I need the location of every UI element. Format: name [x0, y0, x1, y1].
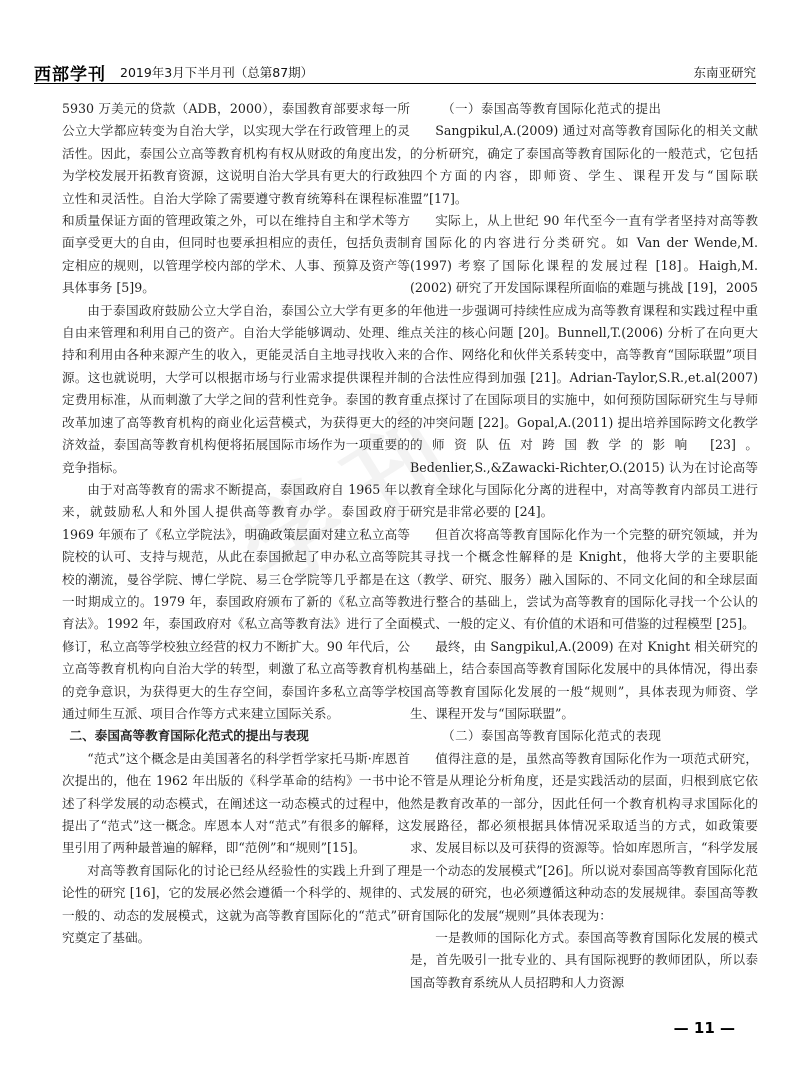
paragraph: “范式”这个概念是由美国著名的科学哲学家托马斯·库恩首次提出的，他在 1962 年出版的《科学革命的结构》一书中论述了科学发展的动态模式，在阐述这一动态模式的过程中，他提出了“范式”这一概念。库恩本人对“范式”有很多的解释，这里引用了两种最普遍的解释，即“范例”和“规则”[15]。 — [62, 750, 410, 856]
left-column — [62, 98, 410, 949]
section-name: 东南亚研究 — [693, 65, 756, 80]
paragraph: 值得注意的是，虽然高等教育国际化作为一项范式研究，不管是从理论分析角度，还是实践活动的层面，归根到底它依然是教育改革的一部分，因此任何一个教育机构寻求国际化的发展路径，都必须根据具体情况采取适当的方式，如政策要求、发展目标以及可获得的资源等。恰如库恩所言，“科学发展是一个动态的发展模式”[26]。所以说对泰国高等教育国际化范式发展的研究，也必须遵循这种动态的发展规律。泰国高等教育国际化的发展“规则”具体表现为： — [410, 750, 758, 923]
paragraph: Sangpikul,A.(2009) 通过对高等教育国际化的相关文献的分析研究，确定了泰国高等教育国际化的一般范式，它包括四个方面的内容，即师资、学生、课程开发与“国际联盟”[17]。 — [410, 123, 758, 206]
subsection-heading: （二）泰国高等教育国际化范式的表现 — [442, 728, 662, 744]
paragraph: 5930 万美元的贷款（ADB，2000），泰国教育部要求每一所公立大学都应转变为自治大学，以实现大学在行政管理上的灵活性。因此，泰国公立高等教育机构有权从财政的角度出发，为学校发展开拓教育资源，这说明自治大学具有更大的行政独立性和灵活性。自治大学除了需要遵守教育统筹科在课程标准和质量保证方面的管理政策之外，可以在维持自主和学术等方面享受更大的自由，但同时也要承担相应的责任，包括负责制定相应的规则，以管理学校内部的学术、人事、预算及资产等具体事务 [5]9。 — [62, 101, 410, 296]
header-rule — [34, 83, 756, 84]
subsection-heading: （一）泰国高等教育国际化范式的提出 — [442, 101, 662, 116]
paragraph: 对高等教育国际化的讨论已经从经验性的实践上升到了理论性的研究 [16]，它的发展必然会遵循一个科学的、规律的、一般的、动态的发展模式，这就为高等教育国际化的“范式”研究奠定了基础。 — [62, 862, 410, 946]
paragraph: 最终，由 Sangpikul,A.(2009) 在对 Knight 相关研究的基础上，结合泰国高等教育国际化发展中的具体情况，得出泰国高等教育国际化发展的一般“规则”，具体表现为师资、学生、课程开发与“国际联盟”。 — [410, 638, 758, 721]
paragraph: 由于对高等教育的需求不断提高，泰国政府自 1965 年以来，就鼓励私人和外国人提供高等教育办学。泰国政府于 1969 年颁布了《私立学院法》，明确政策层面对建立私立高等院校的认可、支持与规范，从此在泰国掀起了申办私立高等院校的潮流，曼谷学院、博仁学院、易三仓学院等几乎都是在这一时期成立的。1979 年，泰国政府颁布了新的《私立高等教育法》。1992 年，泰国政府对《私立高等教育法》进行了全面修订，私立高等学校独立经营的权力不断扩大。90 年代后，公立高等教育机构向自治大学的转型，刺激了私立高等教育机构的竞争意识，为获得更大的生存空间，泰国许多私立高等学校通过师生互派、项目合作等方式来建立国际关系。 — [62, 481, 410, 721]
paragraph: 一是教师的国际化方式。泰国高等教育国际化发展的模式是，首先吸引一批专业的、具有国际视野的教师团队，所以泰国高等教育系统从人员招聘和人力资源 — [410, 930, 758, 990]
page-number: — 11 — — [673, 1019, 735, 1037]
paragraph: 由于泰国政府鼓励公立大学自治，泰国公立大学有更多的自由来管理和利用自己的资产。自治大学能够调动、处理、维持和利用由各种来源产生的收入，更能灵活自主地寻找收入来源。这也就说明，大学可以根据市场与行业需求提供课程并制定费用标准，从而刺激了大学之间的营利性竞争。泰国的教育改革加速了高等教育机构的商业化运营模式，为获得更大的经济效益，泰国高等教育机构便将拓展国际市场作为一项重要的竞争指标。 — [62, 302, 410, 475]
paragraph: 实际上，从上世纪 90 年代至今一直有学者坚持对高等教育国际化的内容进行分类研究。如 Van der Wende,M.(1997) 考察了国际化课程的发展过程 [18]。Haigh,M.(2002) 研究了开发国际课程所面临的难题与挑战 [19]，2005 年他进一步强调可持续性应成为高等教育课程和实践过程中重点关注的核心问题 [20]。Bunnell,T.(2006) 分析了在向更大的合作、网络化和伙伴关系转变中，高等教育“国际联盟”项目的合法性应得到加强 [21]。Adrian-Taylor,S.R.,et.al(2007) 重点探讨了在国际项目的实施中，如何预防国际研究生与导师的冲突问题 [22]。Gopal,A.(2011) 提出培养国际跨文化教学的师资队伍对跨国教学的影响 [23]。Bedenlier,S.,&Zawacki-Richter,O.(2015) 认为在讨论高等教育全球化与国际化分离的进程中，对高等教育内部员工进行研究是非常必要的 [24]。 — [410, 213, 758, 520]
journal-logo: 西部学刊 — [34, 65, 106, 85]
issue-info: 2019年3月下半月刊（总第87期） — [120, 65, 314, 80]
section-heading: 二、泰国高等教育国际化范式的提出与表现 — [69, 728, 309, 744]
right-column — [410, 98, 758, 994]
paragraph: 但首次将高等教育国际化作为一个完整的研究领域，并为其寻找一个概念性解释的是 Knight，他将大学的主要职能（教学、研究、服务）融入国际的、不同文化间的和全球层面进行整合的基础上，尝试为高等教育的国际化寻找一个公认的模式、一般的定义、有价值的术语和可借鉴的过程模型 [25]。 — [410, 526, 758, 632]
running-header — [34, 58, 756, 85]
